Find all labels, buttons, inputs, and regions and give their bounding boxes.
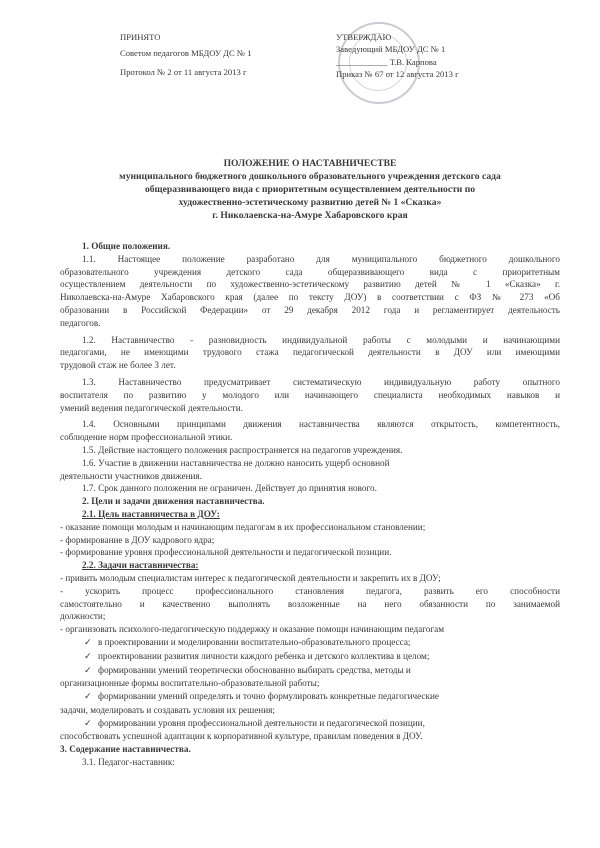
paragraph-line: 1.5. Действие настоящего положения распространяется на педагогов учреждения. — [82, 444, 403, 455]
check-icon: ✓ — [84, 717, 92, 729]
title-line-1: ПОЛОЖЕНИЕ О НАСТАВНИЧЕСТВЕ — [223, 158, 397, 169]
paragraph-line: педагогов. — [60, 317, 101, 328]
paragraph-line: деятельности участников движения. — [60, 470, 202, 481]
section-1-heading: 1. Общие положения. — [82, 241, 171, 251]
check-icon: ✓ — [84, 664, 92, 676]
paragraph-line: воспитателя по развитию у молодого или начинающего специалиста необходимых навыков и — [60, 389, 560, 400]
section-2-heading: 2. Цели и задачи движения наставничества. — [82, 496, 265, 507]
title-line-2: муниципального бюджетного дошкольного образовательного учреждения детского сада — [119, 171, 501, 182]
list-item: самостоятельно и качественно выполнять возложенные на него обязанности по занимаемой — [60, 598, 560, 609]
paragraph-line: 1.1. Настоящее положение разработано для муниципального бюджетного дошкольного — [82, 253, 560, 264]
check-item: ✓ в проектировании и моделировании воспитательно-образовательного процесса; — [84, 636, 411, 648]
paragraph-line: Николаевска-на-Амуре Хабаровского края (далее по тексту ДОУ) в соответствии с ФЗ № 273 «Об — [60, 292, 560, 303]
document-body — [60, 240, 560, 769]
list-item: способствовать успешной адаптации к корпоративной культуре, правилам поведения в ДОУ. — [60, 731, 423, 742]
check-item: ✓ проектировании развития личности каждого ребенка и детского коллектива в целом; — [84, 650, 430, 662]
check-icon: ✓ — [84, 636, 92, 648]
check-icon: ✓ — [84, 691, 92, 703]
paragraph-line: образовании в Российской Федерации» от 29 декабря 2012 года и регламентирует деятельность — [60, 304, 560, 315]
paragraph-line: 1.2. Наставничество - разновидность индивидуальной работы с молодыми и начинающими — [82, 334, 560, 345]
check-item: ✓ формировании уровня профессиональной деятельности и педагогической позиции, — [84, 717, 425, 729]
paragraph-line: трудовой стаж не более 3 лет. — [60, 360, 176, 371]
title-line-3: общеразвивающего вида с приоритетным осуществлением деятельности по — [144, 184, 476, 195]
check-item: ✓ формировании умений определять и точно формулировать конкретные педагогические — [84, 691, 439, 703]
paragraph-line: 1.6. Участие в движении наставничества не должно наносить ущерб основной — [82, 457, 390, 468]
signature-line: ____________ Т.В. Карпова — [336, 56, 437, 67]
accepted-block — [120, 32, 252, 83]
list-item: - привить молодым специалистам интерес к педагогической деятельности и закрепить их в ДОУ; — [60, 572, 441, 583]
list-item: - формирование уровня профессиональной деятельности и педагогической позиции. — [60, 547, 392, 558]
paragraph-line: умений ведения педагогической деятельности. — [60, 402, 243, 413]
paragraph-line: осуществлением деятельности по художественно-эстетическому развитию детей № 1 «Сказка» г. — [60, 279, 560, 290]
list-item: - формирование в ДОУ кадрового ядра; — [60, 534, 215, 545]
subsection-2-2-heading: 2.2. Задачи наставничества: — [82, 560, 199, 571]
document-title — [60, 157, 560, 222]
list-item: должности; — [60, 611, 106, 622]
paragraph-line: 1.3. Наставничество предусматривает систематическую индивидуальную работу опытного — [82, 376, 560, 387]
paragraph-line: 3.1. Педагог-наставник: — [82, 757, 175, 768]
paragraph-line: педагогами, не имеющими трудового стажа педагогической деятельности в ДОУ или имеющими — [60, 347, 560, 358]
paragraph-line: 1.7. Срок данного положения не ограничен. Действует до принятия нового. — [82, 483, 377, 494]
check-item: ✓ формировании умений теоретически обоснованно выбирать средства, методы и — [84, 664, 411, 676]
list-item: организационные формы воспитательно-образовательной работы; — [60, 678, 320, 689]
approved-block — [336, 32, 526, 81]
head-label: Заведующий МБДОУ ДС № 1 — [336, 44, 446, 55]
council-label: Советом педагогов МБДОУ ДС № 1 — [120, 48, 252, 59]
order-label: Приказ № 67 от 12 августа 2013 г — [336, 68, 459, 79]
list-item: - оказание помощи молодым и начинающим педагогам в их профессиональном становлении; — [60, 521, 426, 532]
title-line-4: художественно-эстетическому развитию детей № 1 «Сказка» — [178, 197, 442, 208]
title-line-5: г. Николаевска-на-Амуре Хабаровского края — [212, 210, 408, 221]
protocol-label: Протокол № 2 от 11 августа 2013 г — [120, 66, 247, 77]
list-item: - ускорить процесс профессионального становления педагога, развить его способности — [60, 585, 560, 596]
approved-label: УТВЕРЖДАЮ — [336, 32, 392, 42]
paragraph-line: образовательного учреждения детского сада общеразвивающего вида с приоритетным — [60, 266, 560, 277]
list-item: - организовать психолого-педагогическую поддержку и оказание помощи начинающим педагогам — [60, 624, 445, 635]
list-item: задачи, моделировать и создавать условия их решения; — [60, 704, 275, 715]
section-3-heading: 3. Содержание наставничества. — [60, 744, 191, 755]
accepted-label: ПРИНЯТО — [120, 32, 161, 42]
paragraph-line: 1.4. Основными принципами движения наставничества являются открытость, компетентность, — [82, 419, 560, 430]
check-icon: ✓ — [84, 650, 92, 662]
subsection-2-1-heading: 2.1. Цель наставничества в ДОУ: — [82, 508, 220, 519]
paragraph-line: соблюдение норм профессиональной этики. — [60, 432, 233, 443]
